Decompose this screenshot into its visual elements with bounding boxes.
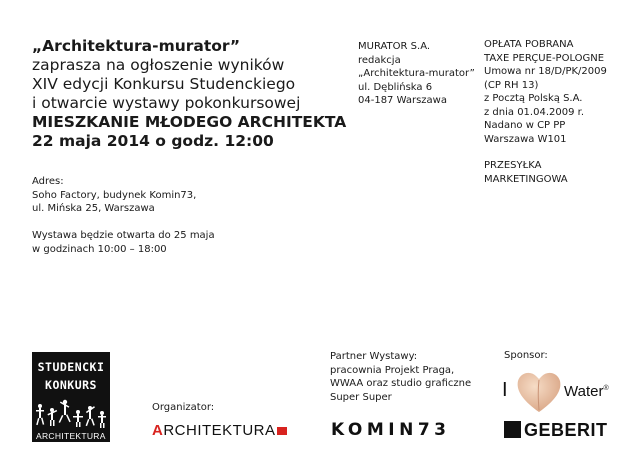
studencki-konkurs-logo [32,352,110,434]
postage-line: Nadano w CP PP [484,120,566,131]
i-love-water-logo [502,370,622,414]
address-line: ul. Mińska 25, Warszawa [32,203,155,214]
recipient-line: „Architektura-murator” [358,68,475,79]
postage-line: z dnia 01.04.2009 r. [484,106,585,118]
architektura-logo [152,422,287,439]
postage-line: Warszawa W101 [484,133,567,145]
postage-line: Umowa nr 18/D/PK/2009 [484,66,607,77]
partner-block [330,350,471,404]
event-date: 22 maja 2014 o godz. 12:00 [32,132,274,150]
a-mark-icon: A [152,422,164,439]
recipient-line: MURATOR S.A. [358,41,431,52]
iwater-water-text [564,383,609,400]
recipient-line: ul. Dęblińska 6 [358,81,433,93]
postage-line: OPŁATA POBRANA [484,39,574,50]
logo-text-studencki: STUDENCKI [37,360,105,374]
magazine-name: „Architektura-murator” [32,37,241,55]
geberit-text: GEBERIT [524,420,608,440]
postage-paid-block [484,38,607,186]
hours-line: Wystawa będzie otwarta do 25 maja [32,230,215,241]
water-word: Water [564,383,604,400]
postage-line: z Pocztą Polską S.A. [484,93,583,104]
red-square-icon [277,427,287,435]
address-line: Soho Factory, budynek Komin73, [32,189,197,201]
address-block [32,175,196,216]
figures-icon [32,392,110,434]
studencki-strip: ARCHITEKTURA [32,430,110,442]
heart-icon [516,370,562,414]
registered-mark: ® [603,385,609,392]
partner-line: Super Super [330,391,392,403]
architektura-logo-text: RCHITEKTURA [163,422,276,439]
exhibition-hours [32,229,215,256]
postage-line: MARKETINGOWA [484,173,568,185]
hours-line: w godzinach 10:00 – 18:00 [32,243,167,255]
partner-label: Partner Wystawy: [330,351,418,362]
invite-line: XIV edycji Konkursu Studenckiego [32,75,296,93]
invite-line: i otwarcie wystawy pokonkursowej [32,94,301,112]
partner-line: WWAA oraz studio graficzne [330,378,472,389]
postage-line: TAXE PERÇUE-POLOGNE [484,52,605,64]
invite-line: zaprasza na ogłoszenie wyników [32,56,285,74]
geberit-square-icon [504,421,521,438]
postage-line: (CP RH 13) [484,79,539,91]
postage-line: PRZESYŁKA [484,160,542,171]
recipient-address [358,40,475,108]
geberit-logo [504,420,608,440]
logo-text-konkurs: KONKURS [45,378,97,392]
iwater-i: I [502,379,508,401]
recipient-line: 04-187 Warszawa [358,95,447,106]
sponsor-label: Sponsor: [504,350,548,361]
partner-line: pracownia Projekt Praga, [330,364,455,376]
address-label: Adres: [32,176,64,187]
invitation-text [32,37,352,151]
komin73-logo: KOMIN73 [331,420,451,440]
organizer-label: Organizator: [152,402,215,413]
recipient-line: redakcja [358,54,401,66]
exhibition-title: MIESZKANIE MŁODEGO ARCHITEKTA [32,113,347,131]
